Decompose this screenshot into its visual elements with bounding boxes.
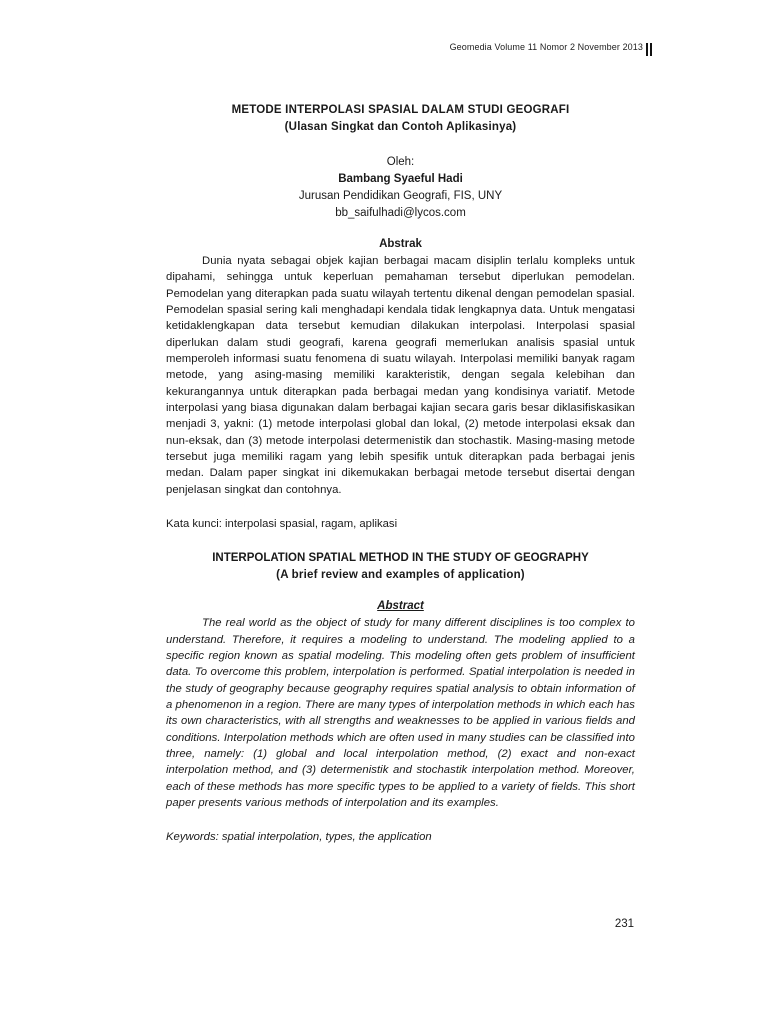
paper-title-en: INTERPOLATION SPATIAL METHOD IN THE STUDY OF GEOGRAPHY xyxy=(212,552,589,565)
abstract-heading-en: Abstract xyxy=(377,600,424,613)
author-affiliation: Jurusan Pendidikan Geografi, FIS, UNY xyxy=(298,190,503,202)
abstract-heading-id: Abstrak xyxy=(379,238,422,250)
paper-subtitle-en: (A brief review and examples of application) xyxy=(276,569,525,582)
page-number: 231 xyxy=(614,918,634,930)
header-rule-left xyxy=(646,43,648,56)
header-rule-right xyxy=(650,43,652,56)
running-header: Geomedia Volume 11 Nomor 2 November 2013 xyxy=(449,42,643,52)
paper-title: METODE INTERPOLASI SPASIAL DALAM STUDI GEOGRAFI xyxy=(231,104,570,116)
author-name: Bambang Syaeful Hadi xyxy=(338,173,463,185)
author-email: bb_saifulhadi@lycos.com xyxy=(335,207,466,219)
abstract-text-id: Dunia nyata sebagai objek kajian berbagai macam disiplin terlalu kompleks untuk dipahami, sehingga untuk keperluan pemahaman tersebut diperlukan pemodelan. Pemodelan yang diterapkan pada suatu wilayah tertentu dikenal dengan pemodelan spasial. Pemodelan spasial sering kali menghadapi kendala tidak lengkapnya data. Untuk mengatasi ketidaklengkapan data tersebut kemudian dilakukan interpolasi. Interpolasi spasial diperlukan dalam studi geografi, karena geografi memerlukan analisis spasial untuk memperoleh informasi suatu fenomena di suatu wilayah. Interpolasi memiliki banyak ragam metode, yang asing-masing memiliki karakteristik, dengan segala kelebihan dan kekurangannya untuk diterapkan pada berbagai medan yang kondisinya variatif. Metode interpolasi yang biasa digunakan dalam berbagai kajian secara garis besar diklasifiskasikan menjadi 3, yakni: (1) metode interpolasi global dan lokal, (2) metode interpolasi eksak dan nun-eksak, dan (3) metode interpolasi determenistik dan stochastik. Masing-masing metode tersebut juga memiliki ragam yang lebih spesifik untuk diterapkan pada berbagai jenis medan. Dalam paper singkat ini dikemukakan berbagai metode tersebut disertai dengan penjelasan singkat dan contohnya. xyxy=(166,255,635,496)
byline-label: Oleh: xyxy=(386,156,415,168)
keywords-id: Kata kunci: interpolasi spasial, ragam, aplikasi xyxy=(166,518,398,531)
paper-body xyxy=(166,102,635,845)
abstract-text-en: The real world as the object of study for many different disciplines is too complex to understand. Therefore, it requires a modeling to understand. The modeling applied to a specific region known as spatial modeling. This modeling often gets problem of insufficient data. To overcome this problem, interpolation is performed. Spatial interpolation is needed in the study of geography because geography requires spatial analysis to obtain information of a phenomenon in a region. There are many types of interpolation methods in which each has its own characteristics, with all strengths and weaknesses to be applied in various fields and conditions. Interpolation methods which are often used in many studies can be classified into three, namely: (1) global and local interpolation method, (2) exact and non-exact interpolation method, and (3) determenistik and stochastik interpolation method. Moreover, each of these methods has more specific types to be applied to a variety of fields. This short paper presents various methods of interpolation and its examples. xyxy=(166,617,635,809)
paper-subtitle: (Ulasan Singkat dan Contoh Aplikasinya) xyxy=(284,121,517,133)
keywords-en: Keywords: spatial interpolation, types, the application xyxy=(166,831,432,844)
